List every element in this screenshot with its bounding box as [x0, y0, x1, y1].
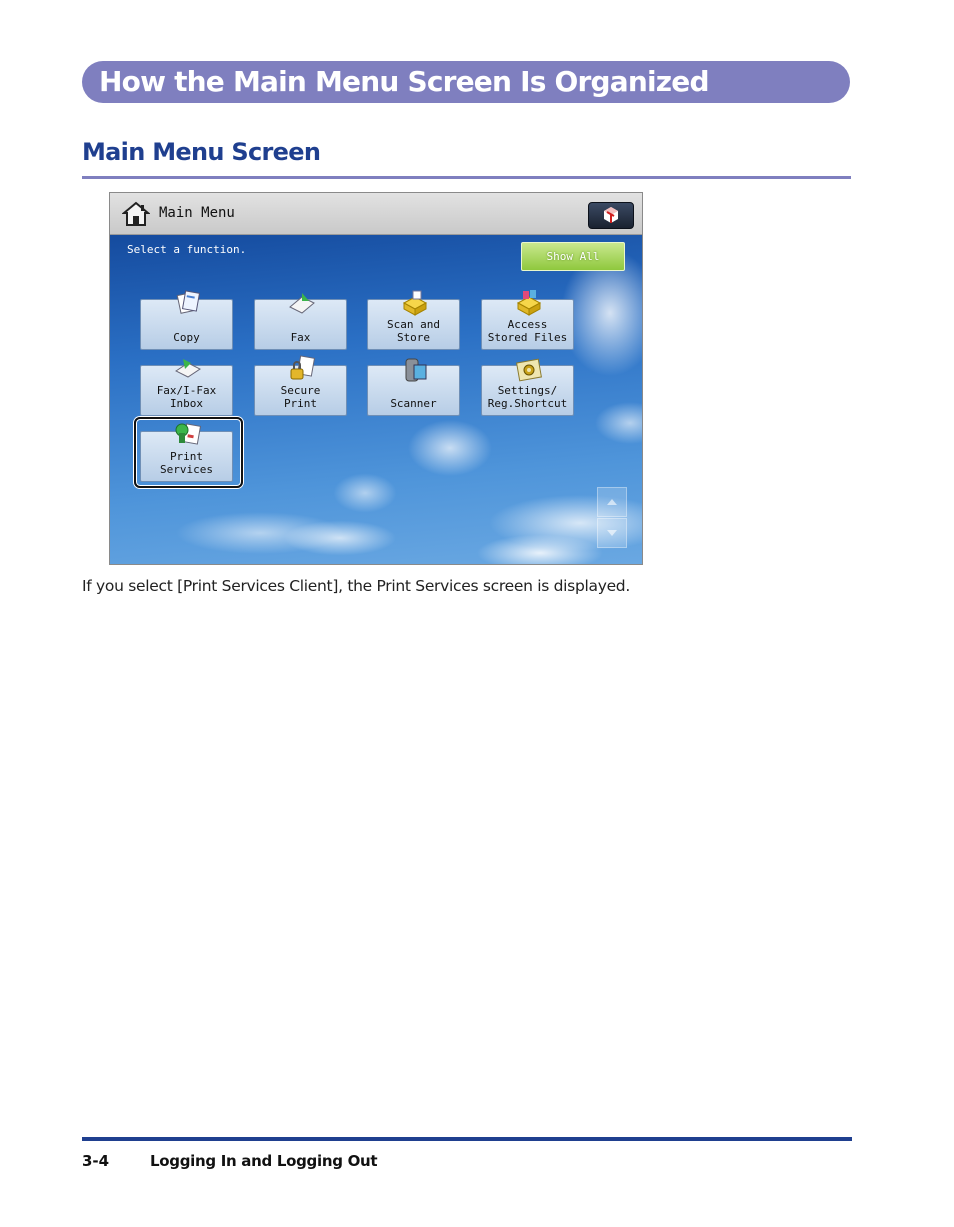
arrow-up-icon	[598, 488, 626, 516]
fax-button[interactable]	[254, 299, 347, 350]
scan-store-icon	[400, 289, 430, 319]
section-divider	[82, 176, 851, 179]
fax-inbox-icon	[173, 355, 203, 385]
home-icon[interactable]	[122, 201, 150, 227]
access-stored-files-button[interactable]	[481, 299, 574, 350]
main-menu-screen	[109, 192, 643, 565]
scan-and-store-button-label: Scan and Store	[387, 318, 440, 344]
secure-print-button[interactable]	[254, 365, 347, 416]
fax-i-fax-inbox-button-label: Fax/I-Fax Inbox	[156, 384, 217, 410]
scroll-up-button[interactable]	[597, 487, 627, 517]
screen-caption: If you select [Print Services Client], the Print Services screen is displayed.	[82, 577, 630, 595]
page-heading-bar	[82, 61, 850, 103]
copy-icon	[173, 289, 203, 319]
fax-icon	[287, 289, 317, 319]
print-services-icon	[173, 421, 203, 451]
show-all-button[interactable]: Show All	[521, 242, 625, 271]
fax-button-label: Fax	[290, 330, 311, 344]
status-monitor-icon	[602, 206, 620, 224]
settings-icon	[514, 355, 544, 385]
footer-divider	[82, 1137, 852, 1141]
status-monitor-button[interactable]	[588, 202, 634, 229]
section-title: Main Menu Screen	[82, 138, 321, 166]
access-stored-files-button-label: Access Stored Files	[487, 318, 568, 344]
secure-print-button-label: Secure Print	[280, 384, 321, 410]
print-services-button[interactable]	[140, 431, 233, 482]
print-services-button-label: Print Services	[160, 450, 213, 476]
chapter-title: Logging In and Logging Out	[150, 1152, 378, 1170]
stored-files-icon	[514, 289, 544, 319]
settings-reg-shortcut-button[interactable]	[481, 365, 574, 416]
arrow-down-icon	[598, 519, 626, 547]
copy-button-label: Copy	[173, 330, 200, 344]
fax-i-fax-inbox-button[interactable]	[140, 365, 233, 416]
screen-prompt: Select a function.	[127, 243, 247, 256]
scan-and-store-button[interactable]	[367, 299, 460, 350]
secure-print-icon	[287, 355, 317, 385]
scroll-down-button[interactable]	[597, 518, 627, 548]
screen-title: Main Menu	[159, 205, 235, 221]
page-number: 3-4	[82, 1152, 110, 1170]
scanner-button-label: Scanner	[390, 396, 437, 410]
scanner-button[interactable]	[367, 365, 460, 416]
page-heading: How the Main Menu Screen Is Organized	[99, 65, 709, 98]
screen-header	[110, 193, 642, 235]
copy-button[interactable]	[140, 299, 233, 350]
settings-reg-shortcut-button-label: Settings/ Reg.Shortcut	[487, 384, 568, 410]
scanner-icon	[400, 355, 430, 385]
